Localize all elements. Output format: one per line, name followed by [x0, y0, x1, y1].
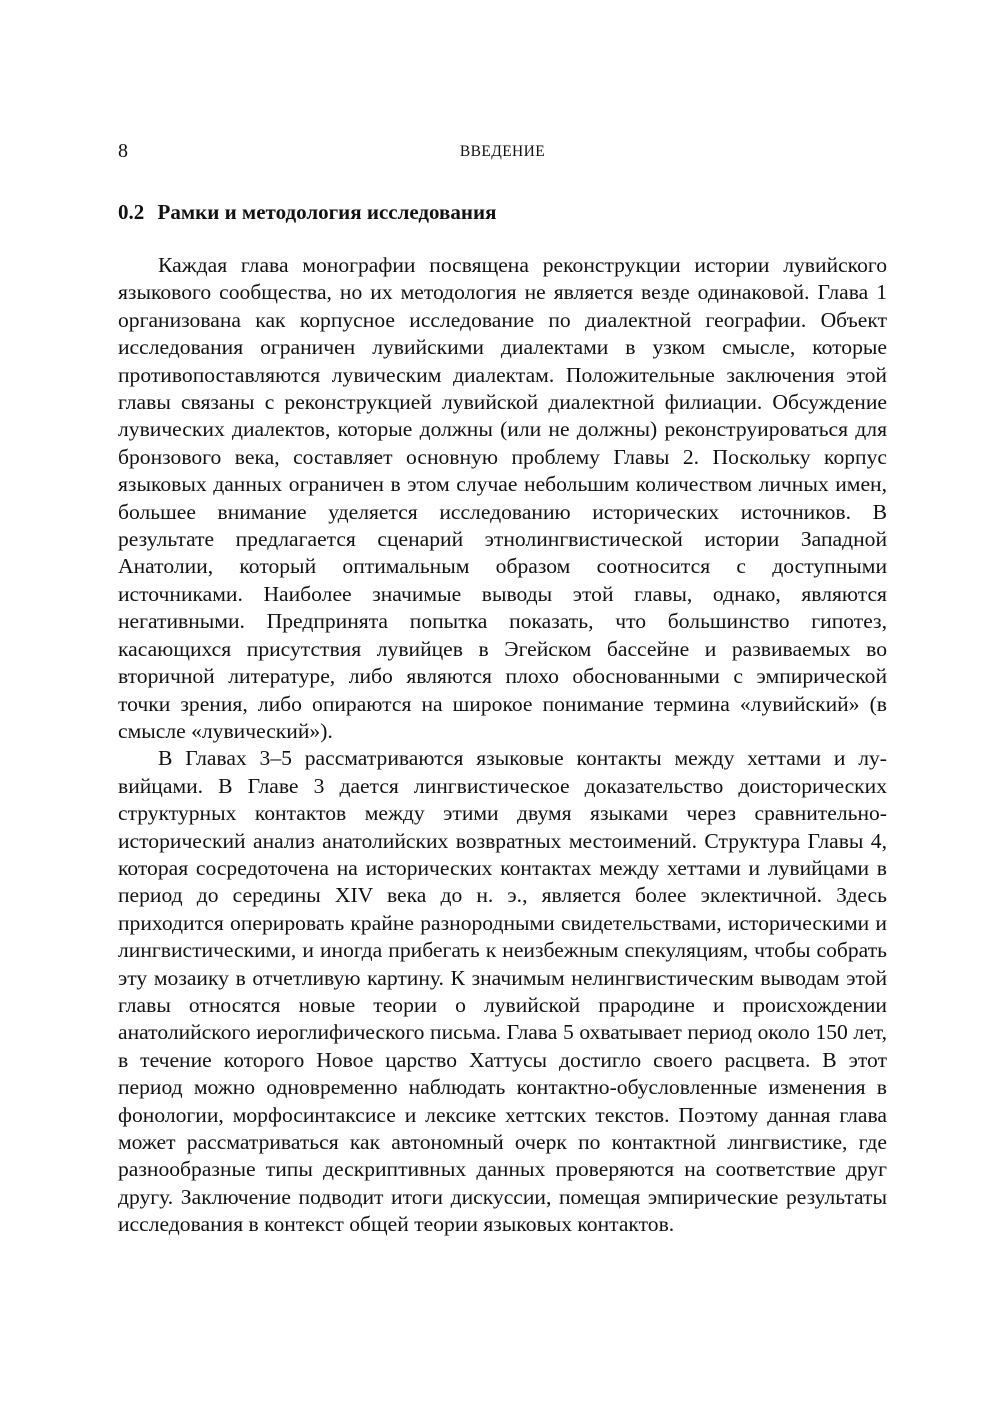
page-number: 8 [118, 140, 128, 162]
running-head [118, 136, 887, 166]
paragraph-1: Каждая глава монографии посвящена реконструкции истории лувийского языкового сообщества, но их методология не является везде одинаковой. Глава 1 организована как корпусное исследование по диалектной географии. Объект исследования ограничен лувийскими диалектами в узком смысле, которые противопоставляются лувическим диалектам. Положительные заключения этой главы связаны с реконструкцией лувийской диалектной филиации. Обсуждение лувических диалектов, которые должны (или не должны) реконструироваться для бронзового века, составляет основную проблему Главы 2. Поскольку корпус языковых данных ограничен в этом случае небольшим количеством личных имен, большее внимание уделяется исследованию исторических источников. В результате предлагается сценарий этнолингвистической истории Западной Анатолии, который оптимальным образом соотносится с доступными источниками. Наиболее значимые выводы этой главы, однако, являются негативными. Предпринята попытка показать, что большинство гипотез, касающихся присутствия лувийцев в Эгейском бассейне и развиваемых во вторичной литературе, либо являются плохо обоснованными с эмпирической точки зрения, либо опираются на широкое понимание термина «лувийский» (в смысле «лувический»). [118, 253, 887, 743]
paragraph-2: В Главах 3–5 рассматриваются языковые контакты между хеттами и лувийцами. В Главе 3 дается лингвистическое доказательство доисторических структурных контактов между этими двумя языками через сравнительно-исторический анализ анатолийских возвратных местоимений. Структура Главы 4, которая сосредоточена на исторических контактах между хеттами и лувийцами в период до середины XIV века до н. э., является более эклектичной. Здесь приходится оперировать крайне разнородными свидетельствами, историческими и лингвистическими, и иногда прибегать к неизбежным спекуляциям, чтобы собрать эту мозаику в отчетливую картину. К значимым нелингвистическим выводам этой главы относятся новые теории о лувийской прародине и происхождении анатолийского иероглифического письма. Глава 5 охватывает период около 150 лет, в течение которого Новое царство Хаттусы достигло своего расцвета. В этот период можно одновременно наблюдать контактно-обусловленные изменения в фонологии, морфосинтаксисе и лексике хеттских текстов. Поэтому данная глава может рассматриваться как автономный очерк по контактной лингвистике, где разнообразные типы дескриптивных данных проверяются на соответствие друг другу. Заключение подводит итоги дискуссии, помещая эмпирические результаты исследования в контекст общей теории языковых контактов. [118, 746, 887, 1237]
section-heading [118, 198, 887, 226]
section-title: Рамки и методология исследования [157, 200, 497, 224]
section-number: 0.2 [118, 200, 145, 224]
running-title: ВВЕДЕНИЕ [459, 143, 546, 160]
body-text [118, 252, 887, 1239]
book-page [118, 136, 887, 1239]
